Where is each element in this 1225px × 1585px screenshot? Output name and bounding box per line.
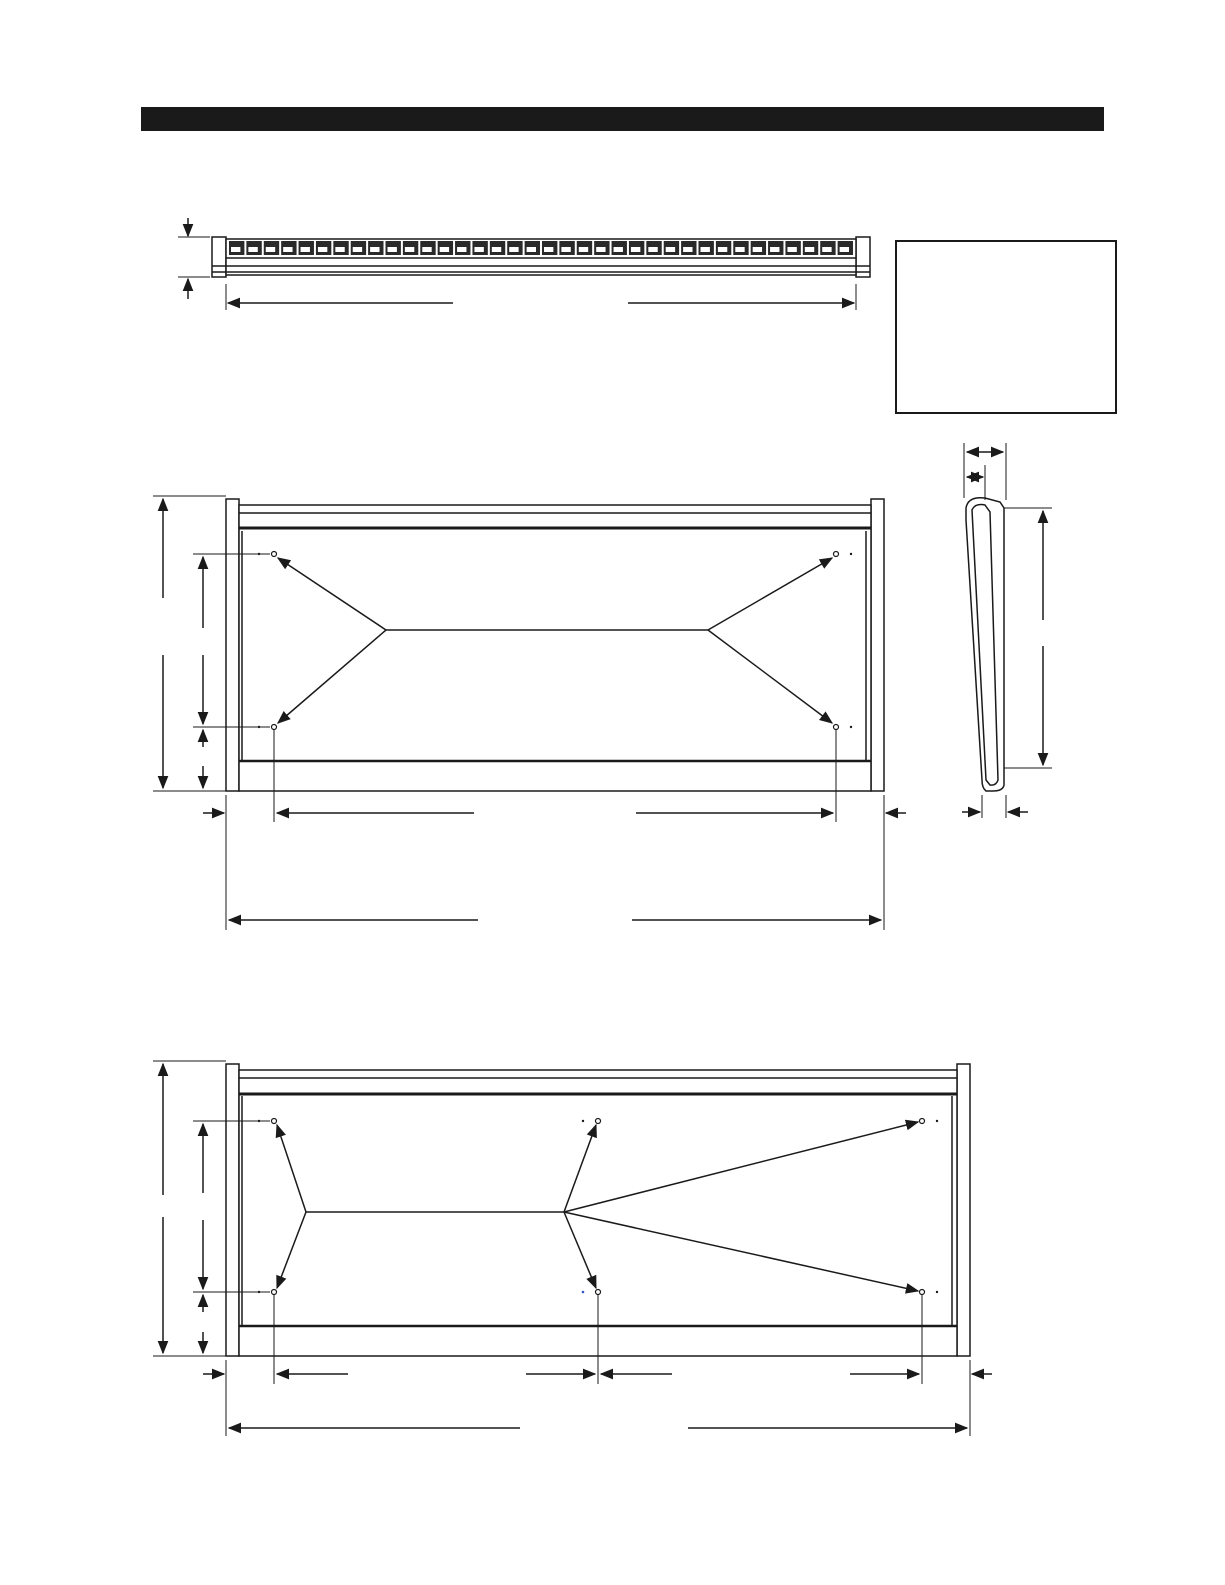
top-view-left-endcap <box>212 237 226 277</box>
long-view-left-bracket <box>226 1064 239 1356</box>
port-slot <box>787 247 796 252</box>
port-slot <box>492 247 501 252</box>
front-view-right-bracket <box>871 499 884 791</box>
port-slot <box>614 247 623 252</box>
port-slot <box>266 247 275 252</box>
port-slot <box>631 247 640 252</box>
port-slot <box>248 247 257 252</box>
front-view-left-bracket <box>226 499 239 791</box>
port-slot <box>561 247 570 252</box>
port-slot <box>440 247 449 252</box>
side-view <box>962 443 1052 818</box>
port-slot <box>283 247 292 252</box>
port-slot <box>457 247 466 252</box>
port-slot <box>770 247 779 252</box>
port-slot <box>370 247 379 252</box>
port-slot <box>753 247 762 252</box>
port-slot <box>405 247 414 252</box>
port-slot <box>388 247 397 252</box>
port-slot <box>579 247 588 252</box>
port-slot <box>822 247 831 252</box>
long-view-right-bracket <box>957 1064 970 1356</box>
front-view-long <box>153 1061 992 1436</box>
top-view-right-endcap <box>856 237 870 277</box>
port-slot <box>318 247 327 252</box>
port-slot <box>335 247 344 252</box>
port-slot <box>596 247 605 252</box>
port-slot <box>805 247 814 252</box>
port-slot <box>683 247 692 252</box>
port-slot <box>735 247 744 252</box>
port-slot <box>544 247 553 252</box>
port-slot <box>474 247 483 252</box>
port-slot <box>509 247 518 252</box>
port-slot <box>301 247 310 252</box>
port-slot <box>648 247 657 252</box>
port-slot <box>666 247 675 252</box>
front-view-short <box>153 496 906 930</box>
top-view <box>178 218 870 310</box>
port-slot <box>353 247 362 252</box>
port-slot <box>231 247 240 252</box>
port-slot <box>718 247 727 252</box>
front-view-panel <box>239 505 871 791</box>
port-slot <box>701 247 710 252</box>
port-slot <box>527 247 536 252</box>
port-slot <box>422 247 431 252</box>
port-slot <box>840 247 849 252</box>
